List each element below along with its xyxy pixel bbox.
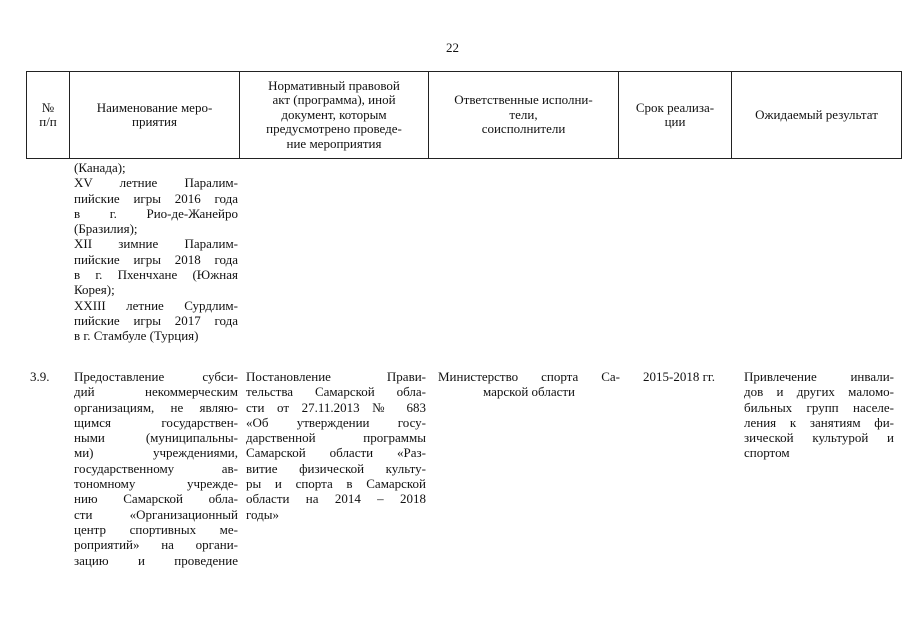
header-act-line: ние мероприятия [286, 135, 382, 151]
continuation-line: пийские игры 2018 года [74, 251, 238, 267]
event-name-line: Предоставление субси- [74, 369, 238, 384]
continuation-line: Корея); [74, 282, 115, 298]
continuation-line: XXIII летние Сурдлим- [74, 297, 238, 313]
legal-act-line: ры и спорта в Самарской [246, 476, 426, 492]
header-num [27, 72, 70, 159]
continuation-line: XV летние Паралим- [74, 175, 238, 191]
legal-act-line: «Об утверждении госу- [246, 414, 426, 430]
implementation-term: 2015-2018 гг. [642, 369, 716, 384]
table-header [26, 71, 902, 159]
expected-result [744, 369, 894, 461]
continuation-line: (Бразилия); [74, 221, 138, 237]
header-responsible-line: соисполнители [481, 121, 566, 137]
event-name [74, 369, 238, 568]
continuation-line: XII зимние Паралим- [74, 236, 238, 252]
event-name-line: центр спортивных ме- [74, 521, 238, 537]
result-line: спортом [744, 445, 790, 461]
header-name-line: Наименование меро- [96, 99, 213, 115]
header-act-line: предусмотрено проведе- [266, 121, 402, 137]
header-responsible-line: тели, [509, 106, 538, 122]
header-result-line: Ожидаемый результат [755, 106, 878, 122]
continuation-text [74, 160, 238, 344]
legal-act-line: Самарской области «Раз- [246, 445, 426, 461]
event-name-line: ными (муниципальны- [74, 430, 238, 446]
responsible-executors [438, 369, 620, 400]
header-act-line: документ, которым [281, 106, 387, 122]
header-name [70, 72, 240, 159]
continuation-line: пийские игры 2016 года [74, 190, 238, 206]
header-responsible-line: Ответственные исполни- [454, 92, 593, 108]
header-term-line: ции [664, 114, 686, 129]
header-result [732, 72, 902, 159]
continuation-line: (Канада); [74, 160, 126, 175]
row-number: 3.9. [30, 369, 50, 384]
continuation-line: пийские игры 2017 года [74, 312, 238, 328]
event-name-line: дий некоммерческим [74, 384, 238, 400]
result-line: ления к занятиям фи- [744, 414, 894, 430]
legal-act-line: годы» [246, 506, 279, 522]
legal-act-line: области на 2014 – 2018 [246, 491, 426, 507]
header-name-line: приятия [131, 114, 177, 129]
legal-act-line: тельства Самарской обла- [246, 384, 426, 400]
event-name-line: государственному ав- [74, 460, 238, 476]
result-line: зической культурой и [744, 430, 894, 446]
legal-act-line: дарственной программы [246, 430, 426, 446]
header-term-line: Срок реализа- [635, 99, 715, 115]
legal-act [246, 369, 426, 522]
continuation-line: в г. Стамбуле (Турция) [74, 328, 199, 344]
responsible-line: Министерство спорта Са- [438, 369, 620, 384]
header-num-line: № [41, 99, 55, 115]
header-term [619, 72, 732, 159]
header-act-line: Нормативный правовой [268, 77, 400, 93]
event-name-line: организациям, не являю- [74, 399, 238, 415]
responsible-line: марской области [483, 384, 575, 400]
event-name-line: сти «Организационный [74, 506, 238, 522]
legal-act-line: Постановление Прави- [246, 369, 426, 384]
page-number: 22 [446, 40, 459, 55]
result-line: Привлечение инвали- [744, 369, 894, 384]
event-name-line: тономному учрежде- [74, 476, 238, 492]
event-name-line: зацию и проведение [74, 552, 238, 568]
event-name-line: щимся государствен- [74, 414, 238, 430]
event-name-line: ми) учреждениями, [74, 445, 238, 461]
event-name-line: нию Самарской обла- [74, 491, 238, 507]
continuation-line: в г. Пхенчхане (Южная [74, 267, 238, 283]
header-num-line: п/п [39, 114, 57, 129]
header-responsible [429, 72, 619, 159]
legal-act-line: сти от 27.11.2013 № 683 [246, 399, 426, 415]
event-name-line: роприятий» на органи- [74, 537, 238, 553]
header-act-line: акт (программа), иной [272, 92, 396, 108]
result-line: дов и других маломо- [744, 384, 894, 400]
header-act [240, 72, 429, 159]
legal-act-line: витие физической культу- [246, 460, 426, 476]
continuation-line: в г. Рио-де-Жанейро [74, 205, 238, 221]
result-line: бильных групп населе- [744, 399, 894, 415]
